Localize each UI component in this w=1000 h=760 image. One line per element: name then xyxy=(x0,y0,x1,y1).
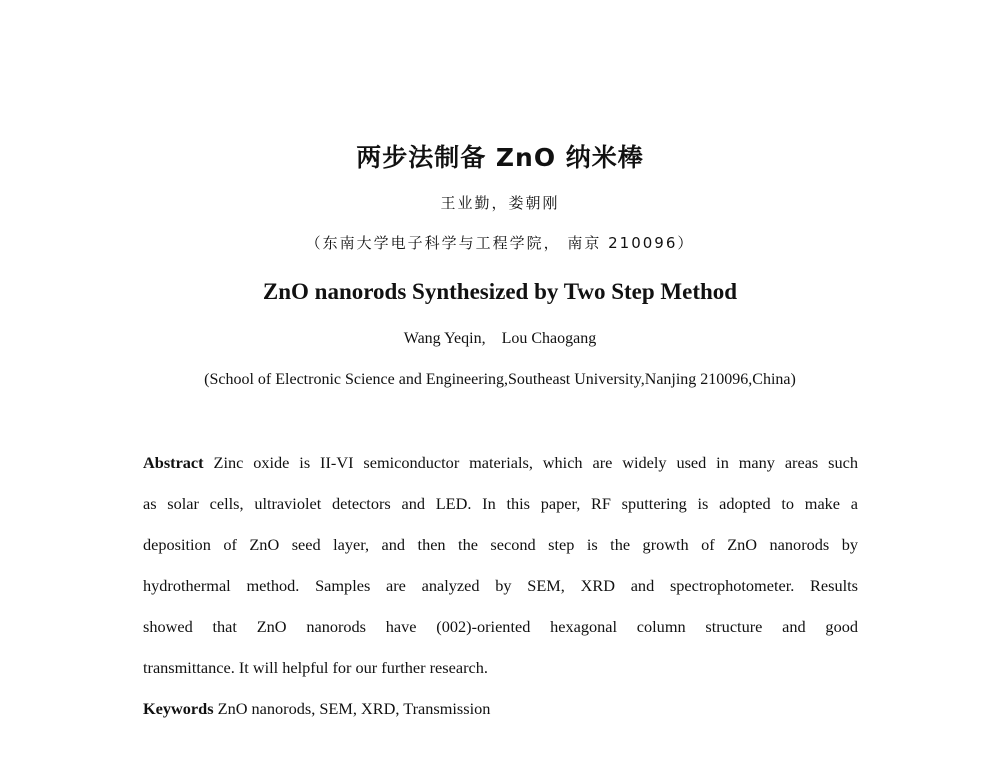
abstract-line: as solar cells, ultraviolet detectors and LED. In this paper, RF sputtering is adopted to make a xyxy=(143,494,858,513)
abstract-line: hydrothermal method. Samples are analyzed by SEM, XRD and spectrophotometer. Results xyxy=(143,576,858,595)
keywords xyxy=(143,699,858,740)
abstract-line: transmittance. It will helpful for our further research. xyxy=(143,658,488,677)
abstract xyxy=(143,453,858,699)
english-authors: Wang Yeqin, Lou Chaogang xyxy=(403,330,597,347)
abstract-label: Abstract xyxy=(143,453,204,472)
chinese-title: 两步法制备 ZnO 纳米棒 xyxy=(356,143,644,172)
abstract-line: showed that ZnO nanorods have (002)-oriented hexagonal column structure and good xyxy=(143,617,858,636)
chinese-authors: 王业勤，娄朝刚 xyxy=(440,194,560,212)
keywords-label: Keywords xyxy=(143,699,214,718)
english-affiliation: (School of Electronic Science and Engineering,Southeast University,Nanjing 210096,China) xyxy=(204,371,796,388)
english-title: ZnO nanorods Synthesized by Two Step Method xyxy=(262,279,738,304)
abstract-line: deposition of ZnO seed layer, and then the second step is the growth of ZnO nanorods by xyxy=(143,535,858,554)
keywords-text: ZnO nanorods, SEM, XRD, Transmission xyxy=(217,699,491,718)
chinese-affiliation: （东南大学电子科学与工程学院， 南京 210096） xyxy=(305,234,695,252)
abstract-line xyxy=(143,453,858,494)
abstract-text: Zinc oxide is II-VI semiconductor materials, which are widely used in many areas such xyxy=(213,453,858,472)
